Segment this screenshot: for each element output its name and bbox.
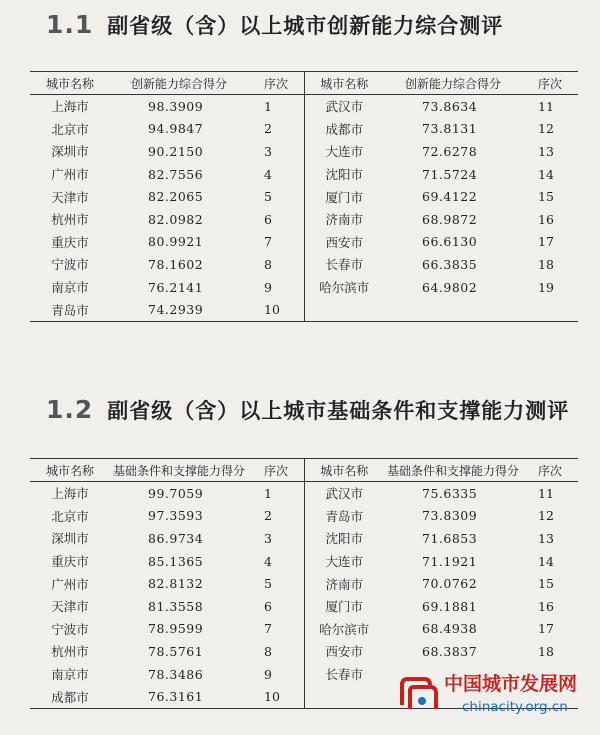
- score-value: 69.1881: [422, 598, 478, 614]
- rank-value: 16: [538, 211, 554, 227]
- table-row: [30, 572, 578, 595]
- city-name: 北京市: [51, 508, 89, 524]
- header-score: 创新能力综合得分: [378, 72, 528, 95]
- city-name: 深圳市: [51, 531, 89, 547]
- score-value: 81.3558: [148, 598, 204, 614]
- score-value: 90.2150: [148, 143, 204, 159]
- rank-value: 12: [538, 508, 554, 524]
- rank-value: 10: [254, 685, 304, 708]
- rank-value: 1: [254, 482, 304, 505]
- rank-value: 5: [254, 572, 304, 595]
- section-number: 1.2: [46, 395, 94, 424]
- city-name: 长春市: [325, 257, 363, 273]
- innovation-table-body: [30, 95, 578, 322]
- score-value: 82.2065: [148, 189, 204, 205]
- score-value: 76.2141: [148, 279, 204, 295]
- rank-value: 9: [254, 663, 304, 686]
- score-value: 78.9599: [148, 621, 204, 637]
- table-row: [30, 163, 578, 186]
- rank-value: 19: [538, 279, 554, 295]
- rank-value: [528, 298, 578, 321]
- score-value: 78.1602: [148, 256, 204, 272]
- city-name: 上海市: [51, 99, 89, 115]
- table-row: [30, 550, 578, 573]
- city-name: 哈尔滨市: [319, 621, 370, 637]
- city-name: 青岛市: [325, 508, 363, 524]
- header-score: 基础条件和支撑能力得分: [104, 459, 254, 482]
- city-name: 重庆市: [51, 554, 89, 570]
- city-name: 宁波市: [51, 621, 89, 637]
- table-row: [30, 231, 578, 254]
- rank-value: 7: [254, 231, 304, 254]
- city-name: 沈阳市: [325, 167, 363, 183]
- score-value: 73.8309: [422, 508, 478, 524]
- city-name: [304, 298, 378, 321]
- rank-value: 3: [254, 140, 304, 163]
- rank-value: 17: [538, 234, 554, 250]
- rank-value: 13: [538, 530, 554, 546]
- city-name: 西安市: [325, 644, 363, 660]
- score-value: 99.7059: [148, 485, 204, 501]
- header-score: 基础条件和支撑能力得分: [378, 459, 528, 482]
- city-name: 杭州市: [51, 644, 89, 660]
- score-value: 82.8132: [148, 576, 204, 592]
- city-name: 重庆市: [51, 234, 89, 250]
- rank-value: 14: [538, 553, 554, 569]
- score-value: [378, 298, 528, 321]
- header-city: 城市名称: [304, 459, 378, 482]
- city-name: 广州市: [51, 167, 89, 183]
- rank-value: 2: [254, 118, 304, 141]
- rank-value: 3: [254, 527, 304, 550]
- section-title: 副省级（含）以上城市基础条件和支撑能力测评: [107, 399, 570, 423]
- rank-value: 8: [254, 640, 304, 663]
- score-value: 75.6335: [422, 485, 478, 501]
- score-value: 78.5761: [148, 643, 204, 659]
- score-value: 68.4938: [422, 621, 478, 637]
- rank-value: 6: [254, 208, 304, 231]
- score-value: 71.6853: [422, 530, 478, 546]
- city-name: 天津市: [51, 599, 89, 615]
- rank-value: 9: [254, 276, 304, 299]
- city-name: 南京市: [51, 667, 89, 683]
- table-row: [30, 482, 578, 505]
- city-name: 北京市: [51, 121, 89, 137]
- rank-value: 15: [538, 576, 554, 592]
- score-value: 69.4122: [422, 189, 478, 205]
- watermark-cn-text: 中国城市发展网: [444, 673, 578, 695]
- rank-value: 12: [538, 121, 554, 137]
- city-name: 西安市: [325, 234, 363, 250]
- rank-value: 11: [538, 98, 554, 114]
- table-row: [30, 640, 578, 663]
- header-city: 城市名称: [30, 459, 104, 482]
- table-row: [30, 595, 578, 618]
- score-value: 82.7556: [148, 166, 204, 182]
- score-value: 85.1365: [148, 553, 204, 569]
- header-rank: 序次: [528, 459, 578, 482]
- city-name: 青岛市: [30, 298, 104, 321]
- rank-value: 18: [538, 256, 554, 272]
- header-city: 城市名称: [30, 72, 104, 95]
- rank-value: 13: [538, 143, 554, 159]
- rank-value: 17: [538, 621, 554, 637]
- city-name: 深圳市: [51, 144, 89, 160]
- score-value: 71.5724: [422, 166, 478, 182]
- section-number: 1.1: [46, 10, 94, 39]
- city-name: 南京市: [51, 280, 89, 296]
- section-heading: [46, 395, 569, 425]
- score-value: 71.1921: [422, 553, 478, 569]
- city-name: 沈阳市: [325, 531, 363, 547]
- city-name: 宁波市: [51, 257, 89, 273]
- score-value: 66.3835: [422, 256, 478, 272]
- score-value: 72.6278: [422, 143, 478, 159]
- rank-value: 7: [254, 618, 304, 641]
- score-value: 70.0762: [422, 576, 478, 592]
- rank-value: 8: [254, 253, 304, 276]
- table-row: [30, 208, 578, 231]
- table-row: [30, 95, 578, 118]
- score-value: 97.3593: [148, 508, 204, 524]
- table-row: [30, 276, 578, 299]
- score-value: 98.3909: [148, 98, 204, 114]
- header-city: 城市名称: [304, 72, 378, 95]
- city-name: 成都市: [30, 685, 104, 708]
- rank-value: 4: [254, 550, 304, 573]
- city-name: 武汉市: [325, 486, 363, 502]
- city-name: 杭州市: [51, 212, 89, 228]
- score-value: 80.9921: [148, 234, 204, 250]
- city-name: [304, 685, 378, 708]
- city-name: 大连市: [325, 144, 363, 160]
- table-row: [30, 527, 578, 550]
- rank-value: 5: [254, 185, 304, 208]
- rank-value: 11: [538, 485, 554, 501]
- score-value: 73.8634: [422, 98, 478, 114]
- city-name: 济南市: [325, 212, 363, 228]
- table-row: [30, 185, 578, 208]
- rank-value: 1: [254, 95, 304, 118]
- city-name: 天津市: [51, 189, 89, 205]
- innovation-table: [30, 71, 578, 322]
- header-rank: 序次: [254, 72, 304, 95]
- rank-value: 4: [254, 163, 304, 186]
- header-score: 创新能力综合得分: [104, 72, 254, 95]
- city-name: 厦门市: [325, 599, 363, 615]
- score-value: 94.9847: [148, 121, 204, 137]
- city-name: 广州市: [51, 576, 89, 592]
- city-name: 济南市: [325, 576, 363, 592]
- rank-value: 15: [538, 189, 554, 205]
- score-value: 82.0982: [148, 211, 204, 227]
- table-header-row: [30, 459, 578, 482]
- site-watermark: [396, 667, 586, 725]
- city-name: 武汉市: [325, 99, 363, 115]
- watermark-url: chinacity.org.cn: [462, 699, 568, 715]
- table-row: [30, 140, 578, 163]
- table-row: [30, 118, 578, 141]
- city-name: 哈尔滨市: [319, 280, 370, 296]
- score-value: 68.3837: [422, 643, 478, 659]
- rank-value: 2: [254, 505, 304, 528]
- table-row: [30, 505, 578, 528]
- city-logo-icon: [396, 671, 440, 715]
- city-name: 厦门市: [325, 189, 363, 205]
- city-name: 成都市: [325, 121, 363, 137]
- table-row: [30, 253, 578, 276]
- table-header-row: [30, 72, 578, 95]
- rank-value: 14: [538, 166, 554, 182]
- city-name: 上海市: [51, 486, 89, 502]
- city-name: 长春市: [325, 667, 363, 683]
- header-rank: 序次: [254, 459, 304, 482]
- city-name: 大连市: [325, 554, 363, 570]
- score-value: 86.9734: [148, 530, 204, 546]
- score-value: 76.3161: [104, 685, 254, 708]
- score-value: 64.9802: [422, 279, 478, 295]
- table-row: [30, 618, 578, 641]
- score-value: 66.6130: [422, 234, 478, 250]
- header-rank: 序次: [528, 72, 578, 95]
- rank-value: 18: [538, 643, 554, 659]
- score-value: 68.9872: [422, 211, 478, 227]
- section-heading: [46, 10, 503, 40]
- score-value: 74.2939: [104, 298, 254, 321]
- section-title: 副省级（含）以上城市创新能力综合测评: [107, 14, 504, 38]
- rank-value: 6: [254, 595, 304, 618]
- score-value: 73.8131: [422, 121, 478, 137]
- score-value: 78.3486: [148, 666, 204, 682]
- rank-value: 16: [538, 598, 554, 614]
- table-row: [30, 298, 578, 321]
- rank-value: 10: [254, 298, 304, 321]
